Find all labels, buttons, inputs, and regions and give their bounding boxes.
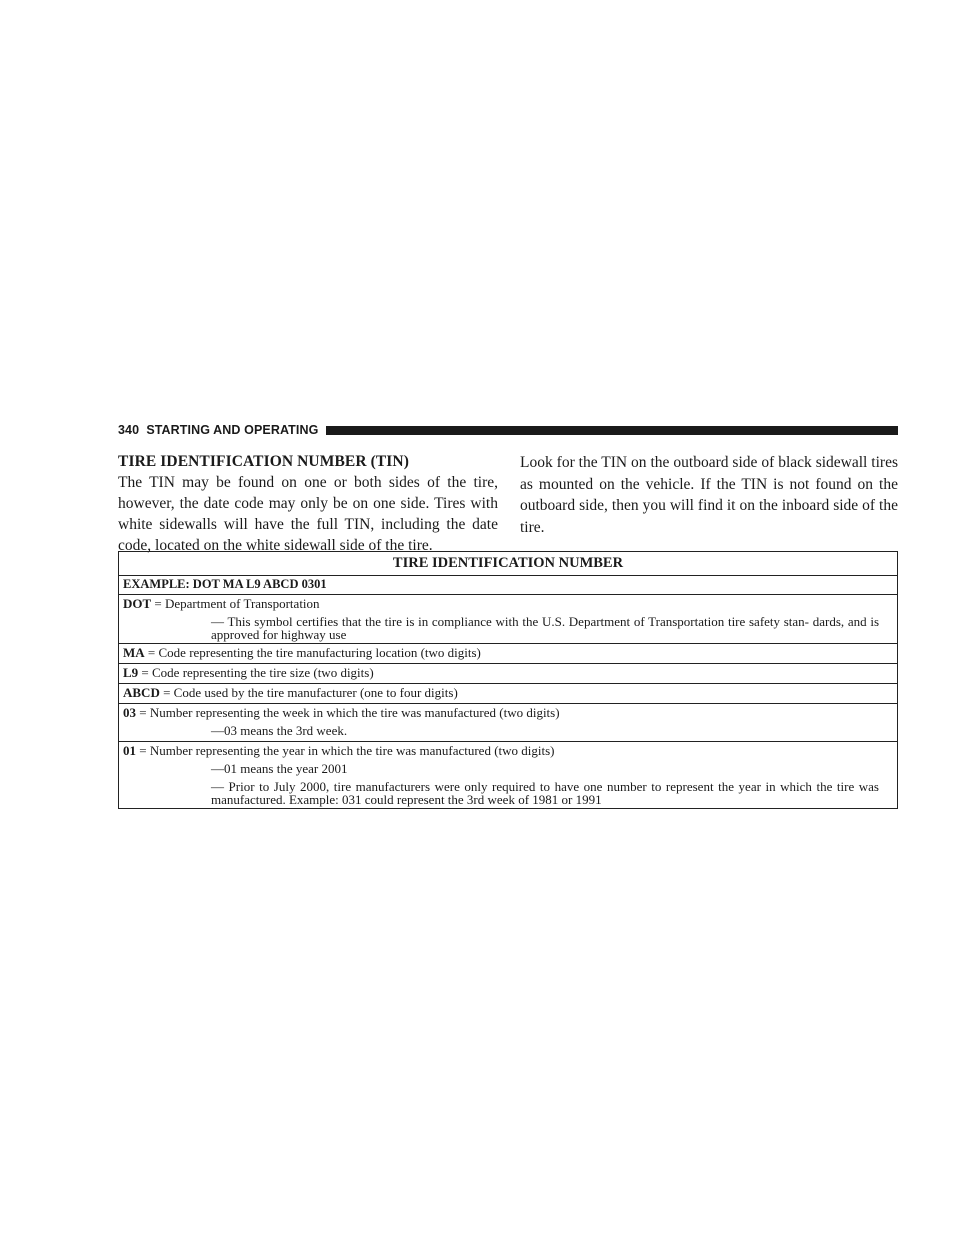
table-header-row	[119, 552, 898, 576]
section-title: TIRE IDENTIFICATION NUMBER (TIN)	[118, 453, 409, 470]
row-note: — Prior to July 2000, tire manufacturers were only required to have one number to represent the year in which the tire was manufactured. Example: 031 could represent the 3rd week of 1981 or 1991	[211, 779, 879, 807]
table-row	[119, 742, 898, 809]
tin-table	[118, 551, 898, 809]
table-row	[119, 684, 898, 704]
row-code: DOT	[123, 596, 152, 611]
table-row	[119, 664, 898, 684]
row-dot	[119, 595, 898, 644]
row-note: —01 means the year 2001	[211, 761, 348, 776]
row-abcd	[119, 684, 898, 704]
right-column	[520, 452, 898, 539]
table-title: TIRE IDENTIFICATION NUMBER	[119, 552, 898, 576]
row-code: ABCD	[123, 685, 160, 700]
page-header	[118, 423, 898, 437]
row-desc: = Number representing the year in which the tire was manufactured (two digits)	[139, 743, 555, 758]
row-desc: = Code representing the tire manufacturing location (two digits)	[147, 645, 481, 660]
header-label	[118, 423, 326, 437]
row-01	[119, 742, 898, 809]
row-desc: = Code representing the tire size (two digits)	[141, 665, 374, 680]
row-code: 03	[123, 705, 136, 720]
table-row	[119, 595, 898, 644]
left-column	[118, 452, 498, 556]
row-code: MA	[123, 645, 145, 660]
row-desc: = Department of Transportation	[154, 596, 320, 611]
example-text: EXAMPLE: DOT MA L9 ABCD 0301	[119, 576, 898, 595]
row-code: 01	[123, 743, 136, 758]
right-paragraph: Look for the TIN on the outboard side of black sidewall tires as mounted on the vehicle. If the TIN is not found on the outboard side, then you will find it on the inboard side of the tire.	[520, 454, 898, 537]
table-row	[119, 644, 898, 664]
table-row	[119, 704, 898, 742]
page-number: 340	[118, 423, 140, 437]
row-note: —03 means the 3rd week.	[211, 723, 348, 738]
section-name: STARTING AND OPERATING	[146, 423, 319, 437]
row-desc: = Code used by the tire manufacturer (one to four digits)	[163, 685, 458, 700]
header-rule	[326, 426, 898, 435]
row-note: — This symbol certifies that the tire is in compliance with the U.S. Department of Transportation tire safety stan- dards, and is approved for highway use	[211, 614, 879, 642]
row-desc: = Number representing the week in which the tire was manufactured (two digits)	[139, 705, 560, 720]
row-code: L9	[123, 665, 139, 680]
row-l9	[119, 664, 898, 684]
left-paragraph: The TIN may be found on one or both sides of the tire, however, the date code may only be on one side. Tires with white sidewalls will have the full TIN, including the date code, located on the white sidewall side of the tire.	[118, 474, 498, 554]
table-example-row	[119, 576, 898, 595]
row-03	[119, 704, 898, 742]
row-ma	[119, 644, 898, 664]
